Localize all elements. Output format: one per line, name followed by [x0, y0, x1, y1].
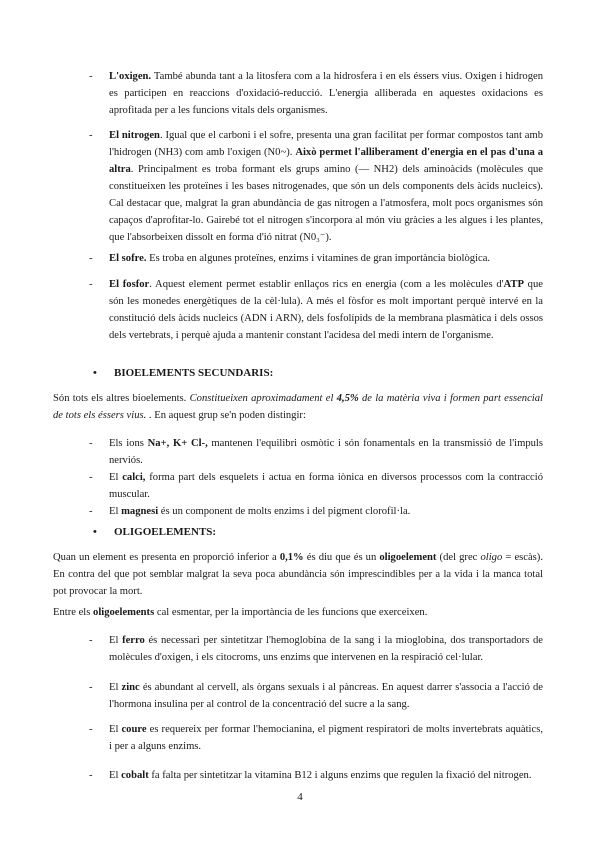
- bullet-icon: •: [93, 526, 97, 538]
- list-dash: -: [89, 770, 93, 781]
- list-dash: -: [89, 71, 93, 82]
- list-item-sofre: - El sofre. Es troba en algunes proteïnes, enzims i vitamines de gran importància biològica.: [109, 250, 543, 267]
- list-dash: -: [89, 724, 93, 735]
- list-item-nitrogen: - El nitrogen. Igual que el carboni i el sofre, presenta una gran facilitat per formar compostos tant amb l'hidrogen (NH3) com amb l'oxigen (N0~). Això permet l'alliberament d'energia en el pas d'una a altra. Principalment es troba formant els grups amino (— NH2) dels aminoàcids (molècules que constitueixen les proteïnes i les bases nitrogenades, que són un dels components dels àcids nucleics). Cal destacar que, malgrat la gran abundància de gas nitrogen a l'atmosfera, molt pocs organismes són capaços d'aprofitar-lo. Gairebé tot el nitrogen s'incorpora al món viu gràcies a les algues i les plantes, que l'absorbeixen dissolt en forma d'ió nitrat (N0₃⁻).: [109, 127, 543, 246]
- list-item-oxigen: - L'oxigen. També abunda tant a la litosfera com a la hidrosfera i en els éssers vius. Oxigen i hidrogen es participen en reaccions d'oxidació-reducció. L'energia alliberada en aquestes oxidacions es aprofitada per a les funcions vitals dels organismes.: [109, 68, 543, 119]
- list-item-coure: - El coure es requereix per formar l'hemocianina, el pigment respiratori de molts invertebrats aquàtics, i per a alguns enzims.: [109, 721, 543, 755]
- list-item-fosfor: - El fosfor. Aquest element permet establir enllaços rics en energia (com a les molècules d'ATP que són les monedes energètiques de la cèl·lula). A més el fòsfor es molt important perquè intervé en la constitució dels àcids nucleics (ADN i ARN), dels fosfolípids de la membrana plasmàtica i dels ossos dels vertebrats, i perquè ajuda a mantenir constant l'acidesa del medi intern de l'organisme.: [109, 276, 543, 344]
- list-item: - El magnesi és un component de molts enzims i del pigment clorofil·la.: [109, 503, 543, 520]
- list-dash: -: [89, 253, 93, 264]
- term-sofre: El sofre.: [109, 253, 147, 264]
- list-dash: -: [89, 635, 93, 646]
- list-item-cobalt: - El cobalt fa falta per sintetitzar la vitamina B12 i alguns enzims que regulen la fixació del nitrogen.: [109, 767, 543, 784]
- list-dash: -: [89, 279, 93, 290]
- list-item: - Els ions Na+, K+ Cl-, mantenen l'equilibri osmòtic i són fonamentals en la transmissió de l'impuls nerviós.: [109, 435, 543, 469]
- oligo-list-intro: Entre els oligoelements cal esmentar, per la importància de les funcions que exerceixen.: [53, 607, 428, 618]
- term-nitrogen: El nitrogen: [109, 130, 160, 141]
- bullet-icon: •: [93, 367, 97, 379]
- list-item-ferro: - El ferro és necessari per sintetitzar l'hemoglobina de la sang i la mioglobina, dos transportadors de molècules d'oxigen, i els citocroms, uns enzims que intervenen en la respiració cel·lular.: [109, 632, 543, 666]
- list-dash: -: [89, 130, 93, 141]
- term-fosfor: El fosfor: [109, 279, 150, 290]
- document-page: - L'oxigen. També abunda tant a la litosfera com a la hidrosfera i en els éssers vius. Oxigen i hidrogen es participen en reaccions d'oxidació-reducció. L'energia alliberada en aquestes oxidacions es aprofitada per a les funcions vitals dels organismes. - El nitrogen. Igual que el carboni i el sofre, presenta una gran facilitat per formar compostos tant amb l'hidrogen (NH3) com amb l'oxigen (N0~). Això permet l'alliberament d'energia en el pas d'una a altra. Principalment es troba formant els grups amino (— NH2) dels aminoàcids (molècules que constitueixen les proteïnes i les bases nitrogenades, que són un dels components dels àcids nucleics). Cal destacar que, malgrat la gran abundància de gas nitrogen a l'atmosfera, molt pocs organismes són capaços d'aprofitar-lo. Gairebé tot el nitrogen s'incorpora al món viu gràcies a les algues i les plantes, que l'absorbeixen dissolt en forma d'ió nitrat (N0₃⁻). - El sofre. Es troba en algunes proteïnes, enzims i vitamines de gran importància biològica. - El fosfor. Aquest element permet establir enllaços rics en energia (com a les molècules d'ATP que són les monedes energètiques de la cèl·lula). A més el fòsfor es molt important perquè intervé en la constitució dels àcids nucleics (ADN i ARN), dels fosfolípids de la membrana plasmàtica i dels ossos dels vertebrats, i perquè ajuda a mantenir constant l'acidesa del medi intern de l'organisme. • BIOELEMENTS SECUNDARIS: Són tots els altres bioelements. Constitueixen aproximadament el 4,5% de la matèria viva i formen part essencial de tots els éssers vius. . En aquest grup se'n poden distingir: - Els ions Na+, K+ Cl-, mantenen l'equilibri osmòtic i són fonamentals en la transmissió de l'impuls nerviós. - El calci, forma part dels esquelets i actua en forma iònica en diversos processos com la contracció muscular. - El magnesi és un component de molts enzims i del pigment clorofil·la. • OLIGOELEMENTS: Quan un element es presenta en proporció inferior a 0,1% és diu que és un oligoelement (del grec oligo = escàs). En contra del que pot semblar malgrat la seva poca abundància són imprescindibles per a la vida i la manca total pot provocar la mort. Entre els oligoelements cal esmentar, per la importància de les funcions que exerceixen. - El ferro és necessari per sintetitzar l'hemoglobina de la sang i la mioglobina, dos transportadors de molècules d'oxigen, i els citocroms, uns enzims que intervenen en la respiració cel·lular. - El zinc és abundant al cervell, als òrgans sexuals i al pàncreas. En aquest darrer s'associa a l'acció de l'hormona insulina per al control de la concentració del sucre a la sang. - El coure es requereix per formar l'hemocianina, el pigment respiratori de molts invertebrats aquàtics, i per a alguns enzims. - El cobalt fa falta per sintetitzar la vitamina B12 i alguns enzims que regulen la fixació del nitrogen. 4: [0, 0, 600, 848]
- list-dash: -: [89, 438, 93, 449]
- list-item-zinc: - El zinc és abundant al cervell, als òrgans sexuals i al pàncreas. En aquest darrer s'associa a l'acció de l'hormona insulina per al control de la concentració del sucre a la sang.: [109, 679, 543, 713]
- secondary-list: [89, 435, 543, 520]
- list-dash: -: [89, 506, 93, 517]
- secondary-intro: Són tots els altres bioelements. Constitueixen aproximadament el 4,5% de la matèria viva i formen part essencial de tots els éssers vius. . En aquest grup se'n poden distingir:: [53, 393, 543, 421]
- list-dash: -: [89, 472, 93, 483]
- term-oxigen: L'oxigen.: [109, 71, 152, 82]
- list-dash: -: [89, 682, 93, 693]
- page-number: 4: [297, 791, 303, 803]
- oligo-intro: Quan un element es presenta en proporció inferior a 0,1% és diu que és un oligoelement (del grec oligo = escàs). En contra del que pot semblar malgrat la seva poca abundància són imprescindibles per a la vida i la manca total pot provocar la mort.: [53, 552, 543, 597]
- list-item: - El calci, forma part dels esquelets i actua en forma iònica en diversos processos com la contracció muscular.: [109, 469, 543, 503]
